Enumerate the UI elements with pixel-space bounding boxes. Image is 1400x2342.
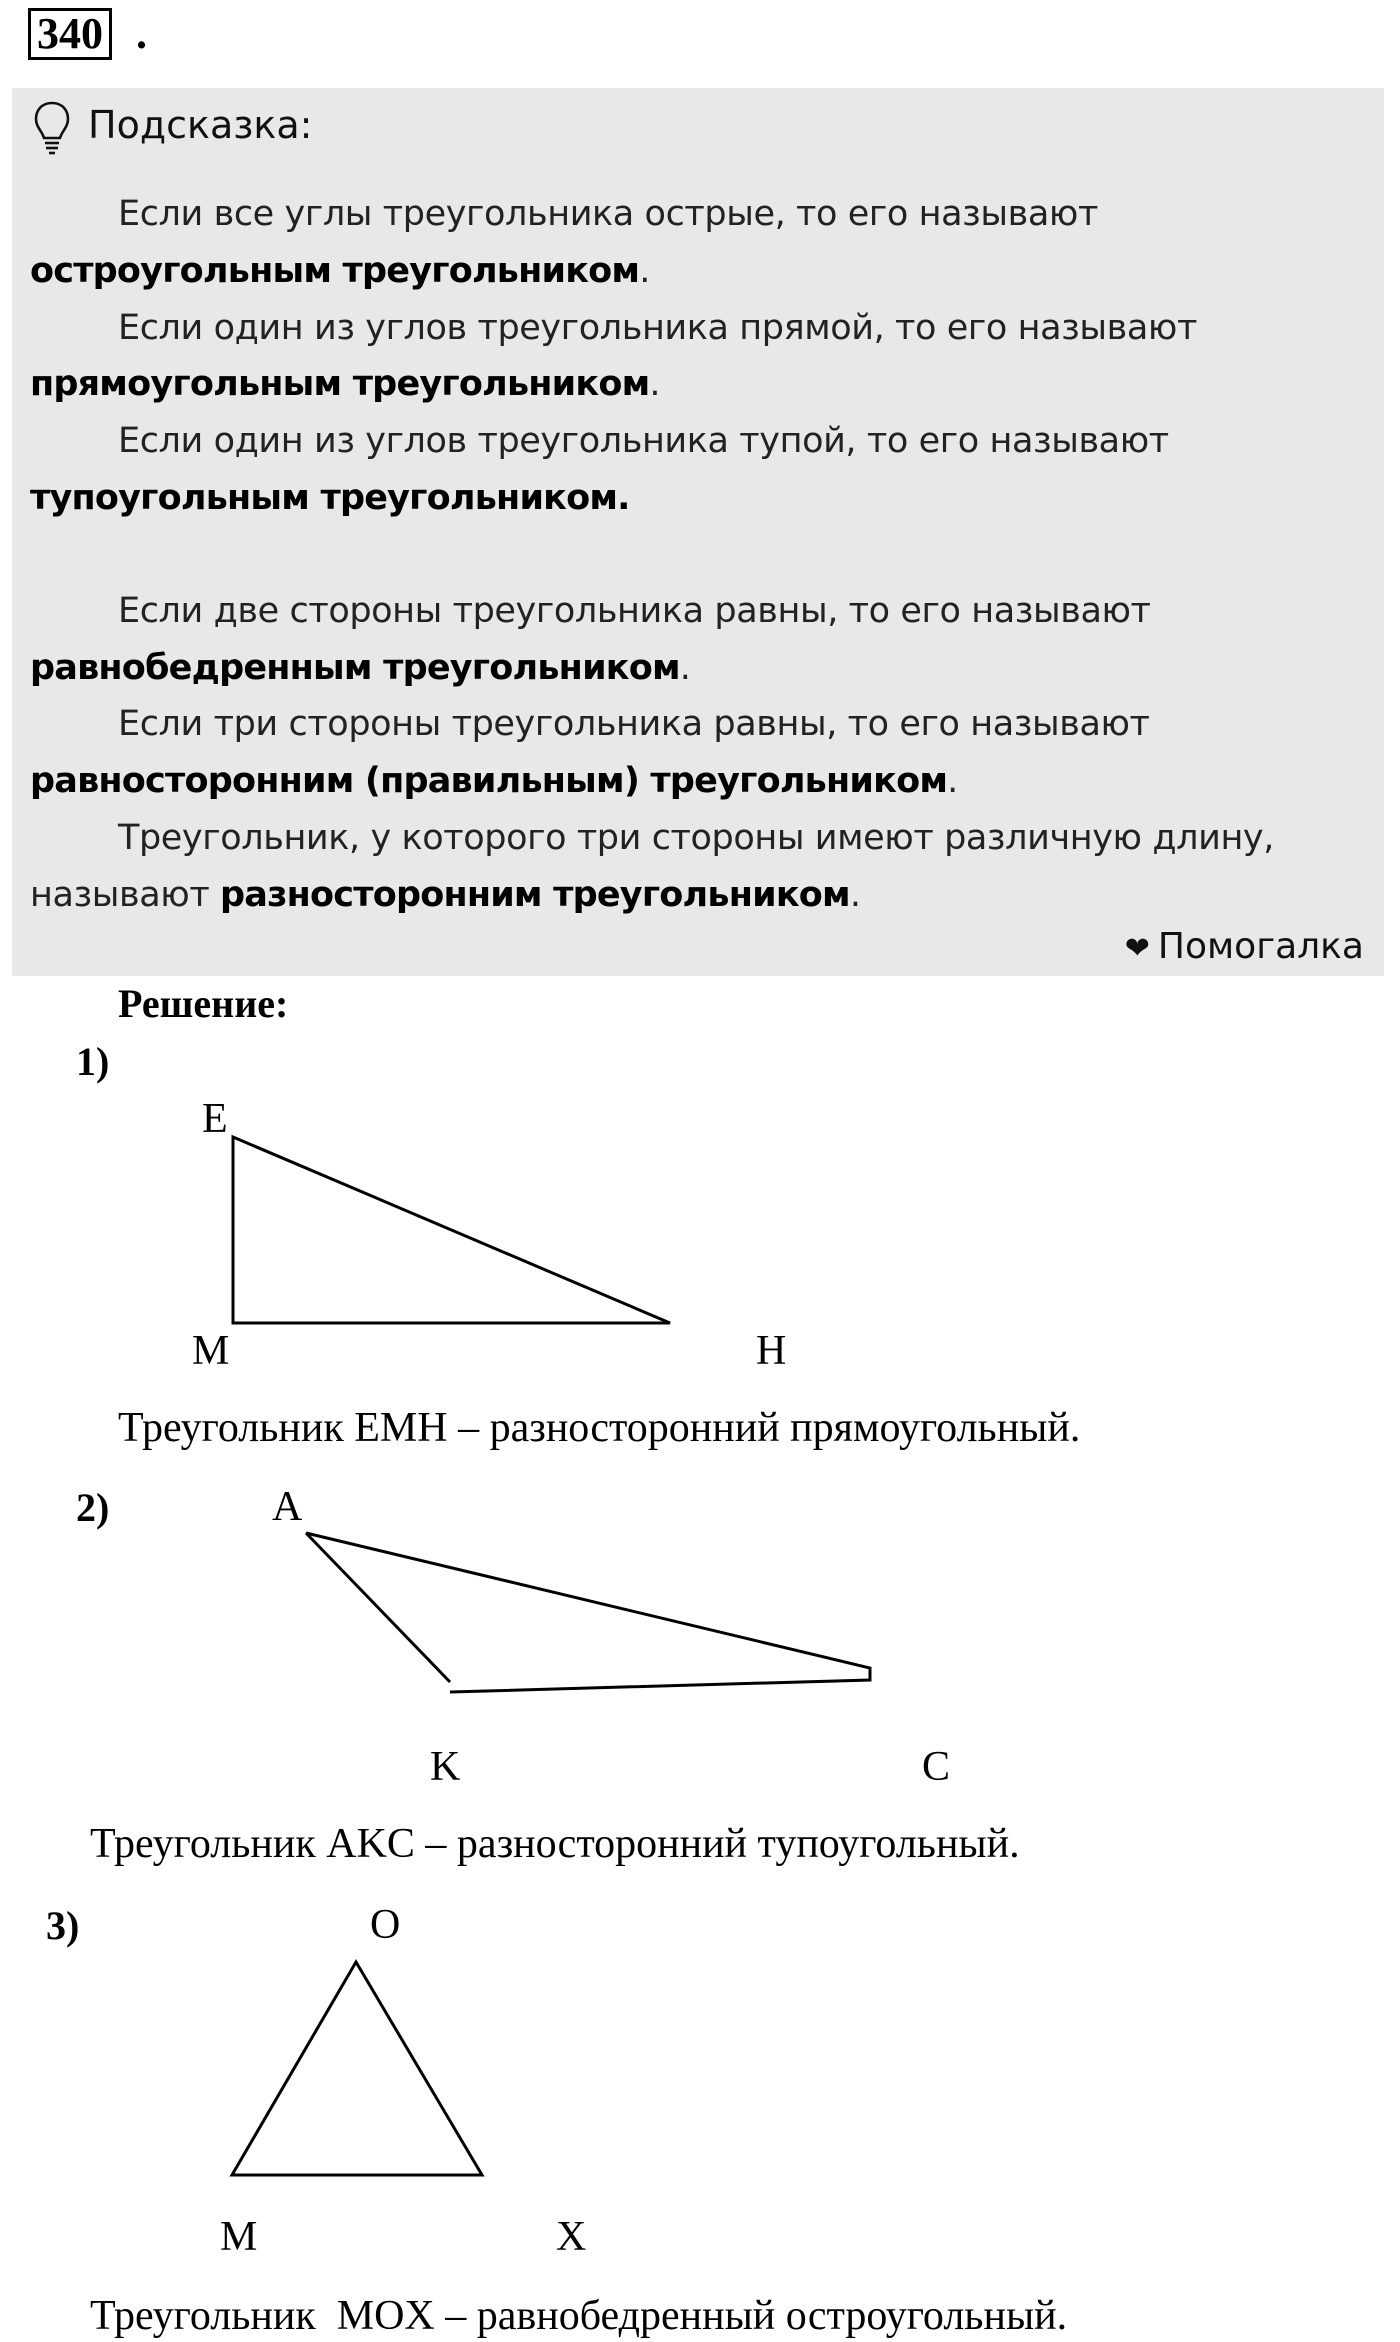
vertex-label: H [756, 1328, 787, 1374]
item-number: 1) [76, 1039, 110, 1084]
vertex-label: M [192, 1328, 230, 1374]
hint-term: тупоугольным треугольником. [30, 477, 630, 518]
vertex-label: M [220, 2214, 258, 2260]
vertex-label: C [922, 1744, 951, 1790]
hint-term: разносторонним треугольником [220, 874, 850, 915]
hint-title: Подсказка: [88, 103, 313, 147]
hint-paragraph: Если один из углов треугольника прямой, то его называют прямоугольным треугольником. [30, 307, 1197, 405]
item-caption: Треугольник AKC – разносторонний тупоугольный. [90, 1821, 1020, 1867]
hint-paragraph: Если один из углов треугольника тупой, то его называют тупоугольным треугольником. [30, 421, 1169, 518]
vertex-label: A [272, 1484, 303, 1530]
item-caption: Треугольник EMH – разносторонний прямоугольный. [118, 1405, 1081, 1451]
vertex-label: K [430, 1744, 461, 1790]
vertex-label: O [370, 1902, 401, 1948]
hint-term: равнобедренным треугольником [30, 647, 680, 688]
item-number: 2) [76, 1485, 110, 1530]
triangle-akc-sides [306, 1533, 870, 1692]
task-number-dot: . [136, 9, 147, 58]
hint-term: равносторонним (правильным) треугольником [30, 761, 948, 802]
vertex-label: X [556, 2214, 587, 2260]
hint-paragraph: Треугольник, у которого три стороны имеют различную длину, называют разносторонним треугольником. [30, 817, 1274, 915]
hint-term: прямоугольным треугольником [30, 364, 650, 405]
hint-paragraph: Если три стороны треугольника равны, то его называют равносторонним (правильным) треугольником. [30, 704, 1150, 802]
item-caption: Треугольник MOX – равнобедренный остроугольный. [90, 2293, 1068, 2339]
credit-label: Помогалка [1157, 926, 1364, 967]
triangle-akc [306, 1533, 450, 1682]
hint-paragraph: Если все углы треугольника острые, то его называют остроугольным треугольником. [30, 194, 1098, 291]
heart-icon: ❤ [1124, 931, 1150, 966]
item-number: 3) [46, 1903, 80, 1948]
hint-term: остроугольным треугольником [30, 250, 640, 291]
hint-paragraph: Если две стороны треугольника равны, то его называют равнобедренным треугольником. [30, 590, 1151, 688]
triangle-emh [233, 1137, 670, 1323]
task-number: 340 [28, 8, 112, 60]
vertex-label: E [202, 1096, 228, 1142]
solution-label: Решение: [118, 981, 289, 1026]
triangle-mox [232, 1962, 482, 2175]
